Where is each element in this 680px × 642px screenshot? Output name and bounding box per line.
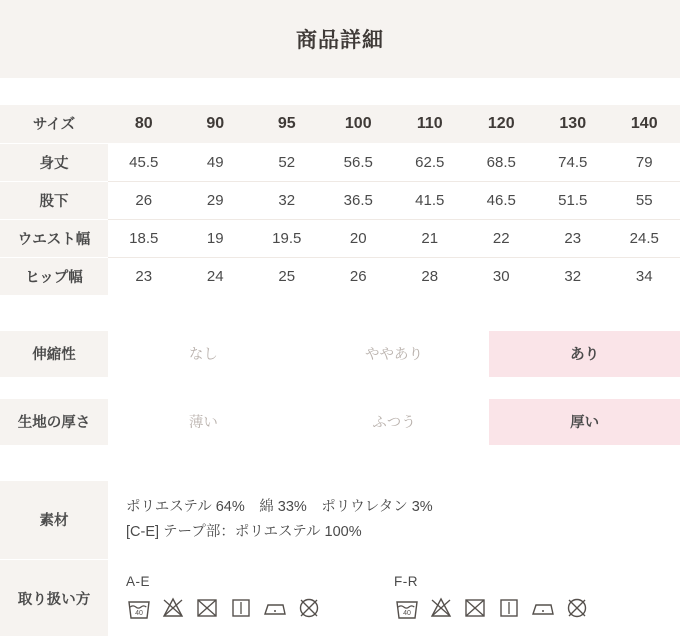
drip-dry-icon xyxy=(496,595,522,621)
svg-text:40: 40 xyxy=(135,609,143,617)
iron-low-icon xyxy=(262,595,288,621)
material-label: 素材 xyxy=(0,481,108,560)
measure-value: 23 xyxy=(537,219,609,257)
measure-value: 26 xyxy=(108,181,180,219)
material-content xyxy=(108,481,680,560)
measure-value: 18.5 xyxy=(108,219,180,257)
measure-value: 34 xyxy=(635,267,653,285)
wash-40-icon xyxy=(126,595,152,621)
measure-label: 身丈 xyxy=(0,143,108,181)
care-group-f-r xyxy=(394,574,590,621)
measure-value: 23 xyxy=(135,267,153,285)
measure-value: 24 xyxy=(206,267,224,285)
measure-value: 46.5 xyxy=(466,181,538,219)
table-row xyxy=(0,560,680,636)
no-tumble-dry-icon xyxy=(194,595,220,621)
spacer xyxy=(0,377,680,387)
measure-value: 68.5 xyxy=(466,143,538,181)
no-dryclean-icon xyxy=(564,595,590,621)
no-bleach-icon xyxy=(428,595,454,621)
care-content xyxy=(108,560,680,636)
property-option-selected: 厚い xyxy=(489,399,680,445)
measure-value: 79 xyxy=(609,143,680,181)
svg-text:40: 40 xyxy=(403,609,411,617)
material-care-table xyxy=(0,481,680,636)
table-row xyxy=(0,399,680,445)
size-header-cell: 80 xyxy=(108,105,180,143)
care-icon-list xyxy=(394,595,590,621)
property-option: 薄い xyxy=(108,399,299,445)
property-option-selected: あり xyxy=(489,331,680,377)
care-group-range: A-E xyxy=(126,573,151,589)
iron-low-icon xyxy=(530,595,556,621)
size-header-cell: 120 xyxy=(466,105,538,143)
care-groups xyxy=(126,574,680,621)
measure-value: 20 xyxy=(323,219,395,257)
property-option: なし xyxy=(108,331,299,377)
care-group-range: F-R xyxy=(394,573,418,589)
size-table-corner-label: サイズ xyxy=(0,105,108,143)
table-row xyxy=(0,481,680,560)
property-label: 生地の厚さ xyxy=(0,399,108,445)
measure-value: 25 xyxy=(278,267,296,285)
property-option: ややあり xyxy=(299,331,490,377)
material-line: ポリエステル 64% 綿 33% ポリウレタン 3% xyxy=(126,498,433,515)
measure-value: 56.5 xyxy=(323,143,395,181)
measure-value: 21 xyxy=(394,219,466,257)
measure-value: 32 xyxy=(251,181,323,219)
wash-40-icon xyxy=(394,595,420,621)
measure-label: 股下 xyxy=(0,181,108,219)
measure-value: 74.5 xyxy=(537,143,609,181)
measure-label: ヒップ幅 xyxy=(0,257,108,295)
care-group-a-e xyxy=(126,574,394,621)
measure-value: 51.5 xyxy=(537,181,609,219)
page-title: 商品詳細 xyxy=(296,29,384,52)
material-line: [C-E] テープ部：ポリエステル 100% xyxy=(126,523,362,540)
size-header-cell: 130 xyxy=(537,105,609,143)
table-row xyxy=(0,257,680,295)
page-header xyxy=(0,0,680,78)
measure-value: 45.5 xyxy=(108,143,180,181)
measure-value: 55 xyxy=(609,181,680,219)
measure-value: 24.5 xyxy=(609,219,680,257)
care-icon-list xyxy=(126,595,394,621)
measure-value: 32 xyxy=(564,267,582,285)
size-header-cell: 95 xyxy=(251,105,323,143)
no-tumble-dry-icon xyxy=(462,595,488,621)
property-option: ふつう xyxy=(299,399,490,445)
drip-dry-icon xyxy=(228,595,254,621)
table-row xyxy=(0,143,680,181)
measure-value: 52 xyxy=(251,143,323,181)
size-header-cell: 140 xyxy=(609,105,680,143)
measure-label: ウエスト幅 xyxy=(0,219,108,257)
measure-value: 19 xyxy=(180,219,252,257)
size-table-header-row xyxy=(0,105,680,143)
measure-value: 29 xyxy=(180,181,252,219)
no-dryclean-icon xyxy=(296,595,322,621)
property-label: 伸縮性 xyxy=(0,331,108,377)
measure-value: 62.5 xyxy=(394,143,466,181)
measure-value: 41.5 xyxy=(394,181,466,219)
table-row xyxy=(0,181,680,219)
no-bleach-icon xyxy=(160,595,186,621)
table-row xyxy=(0,219,680,257)
measure-value: 28 xyxy=(421,267,439,285)
size-header-cell: 90 xyxy=(180,105,252,143)
thickness-property-table xyxy=(0,399,680,445)
table-row xyxy=(0,331,680,377)
measure-value: 19.5 xyxy=(251,219,323,257)
size-header-cell: 100 xyxy=(323,105,395,143)
size-header-cell: 110 xyxy=(394,105,466,143)
measure-value: 26 xyxy=(349,267,367,285)
care-label: 取り扱い方 xyxy=(0,560,108,636)
measure-value: 22 xyxy=(466,219,538,257)
measure-value: 49 xyxy=(180,143,252,181)
measure-value: 36.5 xyxy=(323,181,395,219)
stretch-property-table xyxy=(0,331,680,377)
size-table xyxy=(0,105,680,296)
measure-value: 30 xyxy=(492,267,510,285)
